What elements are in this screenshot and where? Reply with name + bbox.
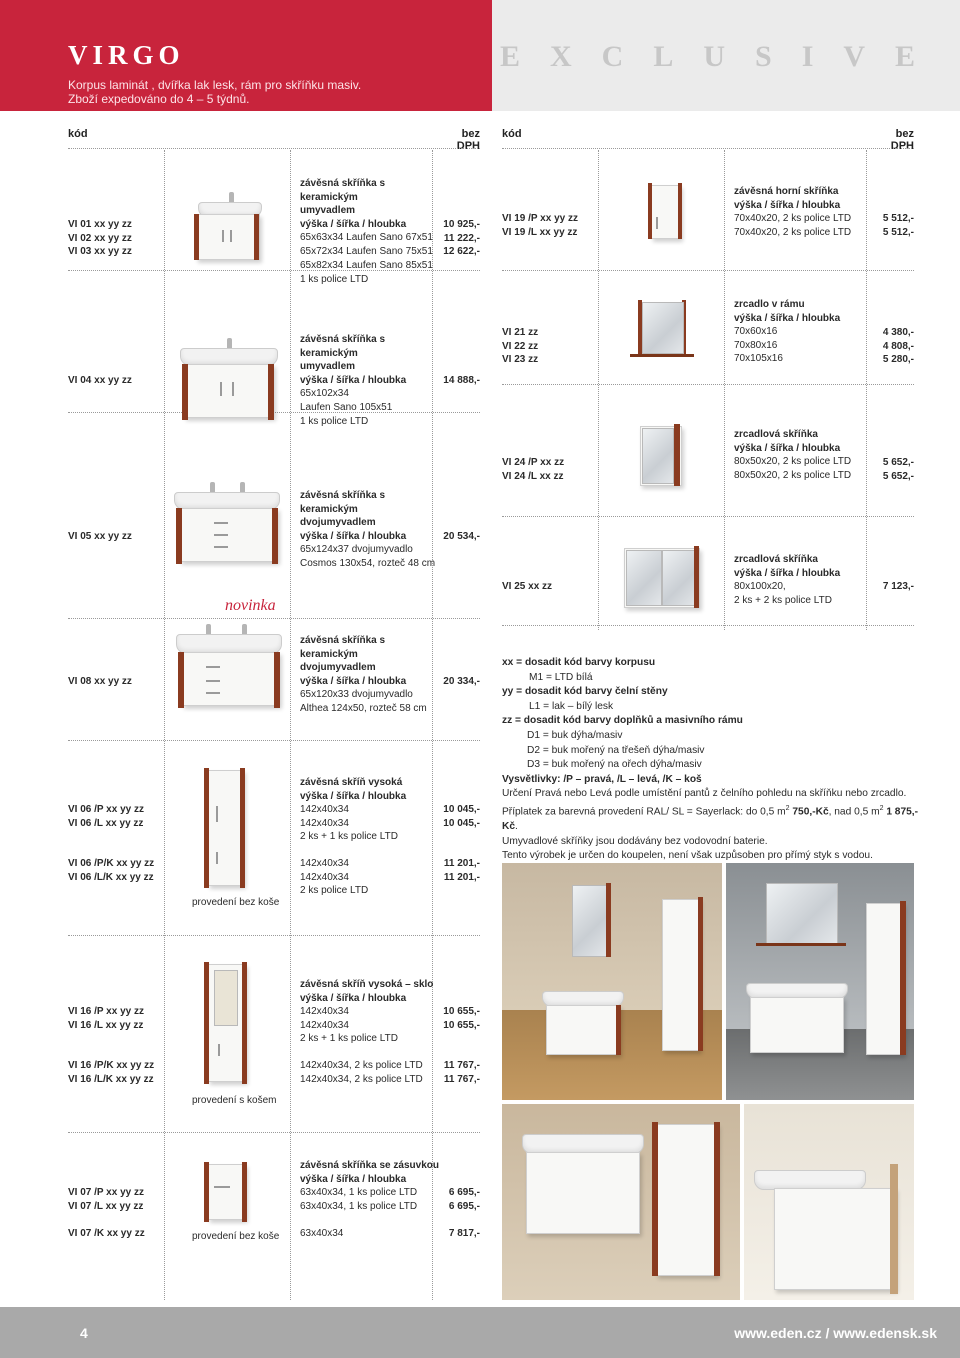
desc-line: závěsná skříňka s keramickým	[300, 490, 386, 515]
legend-line: Umyvadlové skříňky jsou dodávány bez vodovodní baterie.	[502, 835, 768, 847]
product-description	[300, 177, 440, 272]
photo-frame	[698, 897, 703, 1051]
product-description	[300, 857, 440, 898]
desc-line: 2 ks + 1 ks police LTD	[300, 831, 398, 843]
price-group	[420, 1186, 480, 1213]
legend-text: Příplatek za barevná provedení RAL/ SL = Sayerlack: do 0,5 m	[502, 806, 786, 818]
desc-line: 142x40x34	[300, 804, 349, 816]
product-code: VI 07 /P xx yy zz	[68, 1187, 144, 1198]
desc-line: výška / šířka / hloubka	[734, 567, 841, 579]
product-description	[300, 776, 440, 844]
desc-line: závěsná skříň vysoká – sklo	[300, 979, 434, 990]
price: 4 808,-	[882, 340, 914, 352]
photo-cabinet	[526, 1152, 640, 1234]
cabinet	[182, 652, 280, 706]
bathroom-photo-2	[726, 863, 914, 1100]
price: 6 695,-	[448, 1187, 480, 1198]
handle	[232, 382, 234, 396]
drawer-handle	[206, 666, 220, 668]
price: 7 123,-	[882, 581, 914, 592]
legend-line: Vysvětlivky: /P – pravá, /L – levá, /K – koš	[502, 773, 702, 785]
product-code: VI 24 /L xx zz	[502, 470, 564, 482]
desc-line: 80x50x20, 2 ks police LTD	[734, 456, 852, 468]
legend-line: yy = dosadit kód barvy čelní stěny	[502, 686, 668, 698]
desc-line: 63x40x34, 1 ks police LTD	[300, 1187, 418, 1199]
double-vanity-image	[174, 482, 282, 568]
product-code: VI 06 /L xx yy zz	[68, 817, 144, 829]
legend-text: .	[515, 820, 518, 832]
divider	[68, 618, 480, 619]
divider	[502, 384, 914, 385]
product-code: VI 16 /P/K xx yy zz	[68, 1060, 155, 1071]
legend-line: D2 = buk mořený na třešeň dýha/masiv	[527, 744, 705, 756]
drawer-handle	[214, 522, 228, 524]
product-code: VI 25 xx zz	[502, 581, 553, 592]
product-code: VI 16 /P xx yy zz	[68, 1006, 144, 1017]
handle	[222, 230, 224, 242]
photo-cabinet	[774, 1188, 896, 1290]
wood-frame	[240, 768, 245, 888]
divider	[502, 625, 914, 626]
wood-frame	[194, 214, 199, 260]
bathroom-photo-4	[744, 1104, 914, 1300]
desc-line: výška / šířka / hloubka	[300, 218, 407, 230]
price-group	[420, 803, 480, 830]
photo-tall-cabinet	[662, 899, 700, 1051]
divider	[502, 270, 914, 271]
product-code: VI 07 /L xx yy zz	[68, 1200, 144, 1212]
photo-basin	[754, 1170, 866, 1190]
product-description	[300, 333, 440, 415]
photo-cabinet	[750, 997, 844, 1053]
drawer-handle	[206, 692, 220, 694]
variant-caption: provedení s košem	[192, 1095, 277, 1106]
price: 10 045,-	[443, 804, 480, 815]
wood-frame	[176, 508, 182, 564]
desc-line: 2 ks + 2 ks police LTD	[734, 594, 832, 606]
price: 10 655,-	[443, 1006, 480, 1017]
price: 5 512,-	[882, 226, 914, 238]
price-group	[854, 456, 914, 483]
legend-line: Určení Pravá nebo Levá podle umístění pantů z čelního pohledu na skříňku nebo zrcadlo.	[502, 788, 907, 800]
desc-line: výška / šířka / hloubka	[300, 992, 407, 1004]
product-code-group	[68, 218, 132, 259]
subtitle-line-2: Zboží expedováno do 4 – 5 týdnů.	[68, 92, 250, 106]
wood-frame	[272, 508, 278, 564]
price: 11 767,-	[443, 1060, 480, 1071]
handle	[216, 852, 218, 864]
legend-price: 1 875,-Kč	[502, 806, 919, 832]
divider	[68, 1132, 480, 1133]
drawer-handle	[214, 546, 228, 548]
wood-frame	[694, 546, 699, 608]
new-badge: novinka	[225, 597, 276, 614]
desc-line: závěsná skříňka s keramickým	[300, 334, 386, 359]
desc-line: zrcadlo v rámu	[734, 299, 805, 310]
product-code: VI 07 /K xx yy zz	[68, 1228, 145, 1239]
price: 10 655,-	[443, 1019, 480, 1031]
column-divider	[598, 150, 599, 630]
desc-line: 142x40x34	[300, 871, 349, 883]
price: 4 380,-	[882, 327, 914, 338]
product-description	[300, 978, 440, 1046]
wood-frame	[242, 1162, 247, 1222]
legend-line: Tento výrobek je určen do koupelen, není však uzpůsoben pro přímý styk s vodou.	[502, 850, 873, 862]
page-number: 4	[80, 1325, 88, 1341]
legend-line: D3 = buk mořený na ořech dýha/masiv	[527, 759, 702, 771]
divider	[68, 740, 480, 741]
col-header-code-left: kód	[68, 128, 88, 140]
product-code-group	[68, 803, 144, 830]
price: 5 652,-	[882, 470, 914, 482]
legend-line: L1 = lak – bílý lesk	[529, 700, 614, 712]
desc-line: 142x40x34	[300, 1019, 349, 1031]
photo-mirror	[572, 885, 610, 957]
price: 5 652,-	[882, 457, 914, 468]
price: 10 045,-	[443, 817, 480, 829]
price: 11 201,-	[443, 871, 480, 883]
desc-line: 142x40x34	[300, 858, 349, 869]
product-description	[734, 553, 874, 607]
price-group	[420, 218, 480, 259]
photo-cabinet	[546, 1005, 620, 1055]
handle	[230, 230, 232, 242]
price: 11 222,-	[443, 232, 480, 244]
desc-line: výška / šířka / hloubka	[734, 199, 841, 211]
product-code-group	[502, 326, 538, 367]
product-code: VI 06 /L/K xx yy zz	[68, 871, 154, 883]
price: 7 817,-	[448, 1228, 480, 1239]
product-code: VI 22 zz	[502, 340, 539, 352]
desc-line: výška / šířka / hloubka	[300, 530, 407, 542]
column-divider	[164, 150, 165, 1300]
mirror-cabinet-image	[638, 424, 684, 488]
product-code: VI 16 /L/K xx yy zz	[68, 1073, 154, 1085]
brand-title: VIRGO	[68, 40, 185, 70]
cabinet	[184, 364, 274, 418]
photo-frame	[616, 1005, 621, 1055]
drawer-handle	[206, 680, 220, 682]
legend-line: M1 = LTD bílá	[529, 671, 593, 683]
cabinet	[208, 770, 244, 886]
desc-line: Althea 124x50, rozteč 58 cm	[300, 702, 427, 714]
framed-mirror-image	[630, 298, 694, 362]
photo-mirror	[766, 883, 838, 945]
desc-line: závěsná skříňka se zásuvkou	[300, 1160, 439, 1171]
product-code: VI 19 /P xx yy zz	[502, 213, 578, 224]
subtitle-line-1: Korpus laminát , dvířka lak lesk, rám pro skříňku masiv.	[68, 78, 362, 92]
product-code: VI 06 /P/K xx yy zz	[68, 858, 155, 869]
shelf-note: 1 ks police LTD	[300, 274, 369, 285]
photo-frame	[900, 901, 906, 1055]
handle	[220, 382, 222, 396]
superscript: 2	[879, 804, 884, 812]
desc-line: Cosmos 130x54, rozteč 48 cm	[300, 557, 436, 569]
desc-line: 142x40x34	[300, 817, 349, 829]
divider	[502, 516, 914, 517]
wood-frame	[242, 962, 247, 1084]
photo-frame	[652, 1122, 658, 1276]
column-divider	[290, 150, 291, 1300]
photo-tall-cabinet	[656, 1124, 718, 1276]
desc-line: výška / šířka / hloubka	[734, 312, 841, 324]
wood-frame	[268, 364, 274, 420]
desc-line: umyvadlem	[300, 361, 356, 373]
product-description	[300, 1159, 440, 1213]
desc-line: 65x82x34 Laufen Sano 85x51	[300, 259, 433, 271]
tall-cabinet-image	[204, 768, 248, 890]
product-description	[300, 489, 440, 571]
price: 5 512,-	[882, 213, 914, 224]
exclusive-wordmark: EXCLUSIVE	[500, 40, 946, 73]
wood-frame	[674, 424, 680, 486]
basin	[176, 634, 282, 654]
wall-cabinet-image	[648, 183, 684, 241]
col-header-code-right: kód	[502, 128, 522, 140]
product-description	[734, 185, 874, 239]
product-code: VI 02 xx yy zz	[68, 232, 132, 244]
photo-tall-cabinet	[866, 903, 904, 1055]
divider	[502, 148, 914, 149]
cabinet	[196, 214, 260, 260]
desc-line: 80x50x20, 2 ks police LTD	[734, 469, 852, 481]
handle	[656, 217, 658, 229]
product-code-group	[68, 1059, 154, 1086]
desc-line: Laufen Sano 105x51	[300, 401, 393, 413]
column-divider	[724, 150, 725, 630]
desc-line: 65x72x34 Laufen Sano 75x51	[300, 245, 433, 257]
product-code: VI 06 /P xx yy zz	[68, 804, 144, 815]
price: 6 695,-	[448, 1200, 480, 1212]
variant-caption: provedení bez koše	[192, 897, 280, 908]
photo-frame	[714, 1122, 720, 1276]
divider	[68, 935, 480, 936]
col-header-price-right: bez DPH	[890, 128, 914, 152]
handle	[216, 806, 218, 822]
desc-line: výška / šířka / hloubka	[300, 1173, 407, 1185]
wood-frame	[274, 652, 280, 708]
legend-line: xx = dosadit kód barvy korpusu	[502, 657, 656, 668]
wood-frame	[182, 364, 188, 420]
desc-line: 70x40x20, 2 ks police LTD	[734, 213, 852, 225]
product-code-group	[68, 1005, 144, 1032]
double-vanity-image	[176, 624, 284, 712]
price-group	[420, 1005, 480, 1032]
photo-shelf	[756, 943, 846, 946]
legend-line: D1 = buk dýha/masiv	[527, 729, 623, 741]
cabinet	[180, 508, 278, 562]
desc-line: 70x40x20, 2 ks police LTD	[734, 226, 852, 238]
mirror-glass	[642, 302, 684, 354]
small-cabinet-image	[204, 1162, 252, 1224]
desc-line: 65x102x34	[300, 388, 349, 400]
product-code: VI 01 xx yy zz	[68, 219, 132, 230]
desc-line: 63x40x34, 1 ks police LTD	[300, 1200, 418, 1212]
desc-line: 2 ks + 1 ks police LTD	[300, 1033, 398, 1045]
price: 11 767,-	[443, 1073, 480, 1085]
price-group	[854, 212, 914, 239]
handle	[218, 1044, 220, 1056]
product-description: 63x40x34	[300, 1228, 344, 1239]
product-code: VI 03 xx yy zz	[68, 246, 132, 258]
desc-line: 65x124x37 dvojumyvadlo	[300, 544, 413, 556]
legend-line: zz = dosadit kód barvy doplňků a masivního rámu	[502, 715, 743, 727]
desc-line: závěsná skříňka s keramickým	[300, 635, 386, 660]
wood-frame	[178, 652, 184, 708]
desc-line: výška / šířka / hloubka	[734, 442, 841, 454]
divider	[68, 148, 480, 149]
price: 5 280,-	[882, 354, 914, 366]
photo-basin	[522, 1134, 644, 1154]
product-code: VI 23 zz	[502, 354, 539, 366]
photo-frame	[890, 1164, 898, 1294]
variant-caption: provedení bez koše	[192, 1231, 280, 1242]
wood-frame	[648, 183, 652, 239]
desc-line: závěsná skříň vysoká	[300, 777, 403, 788]
desc-line: výška / šířka / hloubka	[300, 374, 407, 386]
desc-line: 142x40x34	[300, 1006, 349, 1018]
desc-line: výška / šířka / hloubka	[300, 790, 407, 802]
price: 11 201,-	[443, 858, 480, 869]
double-mirror-cabinet-image	[622, 546, 702, 612]
desc-line: 142x40x34, 2 ks police LTD	[300, 1060, 423, 1071]
desc-line: výška / šířka / hloubka	[300, 675, 407, 687]
vanity-unit-image	[192, 192, 272, 264]
desc-line: umyvadlem	[300, 205, 356, 217]
shelf-note: 1 ks police LTD	[300, 416, 369, 427]
desc-line: závěsná skříňka s keramickým	[300, 178, 386, 203]
drawer-handle	[214, 534, 228, 536]
desc-line: 2 ks police LTD	[300, 885, 369, 897]
bathroom-photo-1	[502, 863, 722, 1100]
wood-frame	[204, 768, 209, 888]
desc-line: 70x60x16	[734, 326, 778, 338]
desc-line: 65x63x34 Laufen Sano 67x51	[300, 232, 433, 244]
product-code: VI 24 /P xx zz	[502, 457, 565, 468]
price-group	[420, 1059, 480, 1086]
cabinet	[651, 185, 681, 239]
product-description	[300, 1059, 440, 1086]
vanity-unit-image	[180, 338, 280, 424]
desc-line: zrcadlová skříňka	[734, 429, 818, 440]
mirror-door	[626, 550, 662, 606]
legend-price: 750,-Kč	[789, 806, 829, 818]
price: 10 925,-	[443, 219, 480, 230]
product-code: VI 05 xx yy zz	[68, 531, 132, 542]
desc-line: zrcadlová skříňka	[734, 554, 818, 565]
price-group	[854, 326, 914, 367]
wood-frame	[204, 1162, 209, 1222]
drawer-handle	[214, 1186, 230, 1188]
product-code: VI 21 zz	[502, 327, 539, 338]
product-code-group	[502, 456, 564, 483]
mirror-door	[662, 550, 698, 606]
desc-line: 70x80x16	[734, 339, 778, 351]
legend-text: , nad 0,5 m	[828, 806, 880, 818]
product-description	[734, 298, 874, 366]
product-code: VI 19 /L xx yy zz	[502, 226, 578, 238]
product-code: VI 16 /L xx yy zz	[68, 1019, 144, 1031]
desc-line: závěsná horní skříňka	[734, 186, 839, 197]
shelf	[630, 354, 694, 357]
product-code-group	[68, 857, 154, 884]
wood-frame	[204, 962, 209, 1084]
desc-line: 70x105x16	[734, 353, 783, 365]
mirror-door	[642, 428, 674, 484]
price: 20 534,-	[443, 531, 480, 542]
cabinet	[208, 1164, 246, 1220]
column-divider	[432, 150, 433, 1300]
price: 12 622,-	[443, 246, 480, 258]
desc-line: 142x40x34, 2 ks police LTD	[300, 1073, 423, 1085]
desc-line: dvojumyvadlem	[300, 517, 376, 529]
wood-frame	[254, 214, 259, 260]
tall-glass-cabinet-image	[204, 962, 252, 1086]
product-code: VI 08 xx yy zz	[68, 676, 132, 687]
product-description	[300, 634, 440, 716]
legend-block	[502, 656, 922, 864]
price: 20 334,-	[443, 676, 480, 687]
glass-door	[214, 970, 238, 1026]
desc-line: dvojumyvadlem	[300, 662, 376, 674]
legend-line	[502, 802, 922, 835]
bathroom-photo-3	[502, 1104, 740, 1300]
product-description	[734, 428, 874, 482]
price-group	[420, 857, 480, 884]
superscript: 2	[785, 804, 790, 812]
product-code: VI 04 xx yy zz	[68, 375, 132, 386]
wood-frame	[678, 183, 682, 239]
price: 14 888,-	[443, 375, 480, 386]
desc-line: 65x120x33 dvojumyvadlo	[300, 689, 413, 701]
website-links[interactable]: www.eden.cz / www.edensk.sk	[734, 1325, 937, 1341]
desc-line: 80x100x20,	[734, 581, 786, 593]
product-code-group	[502, 212, 578, 239]
col-header-price-left: bez DPH	[456, 128, 480, 152]
photo-frame	[606, 883, 611, 957]
product-code-group	[68, 1186, 144, 1213]
